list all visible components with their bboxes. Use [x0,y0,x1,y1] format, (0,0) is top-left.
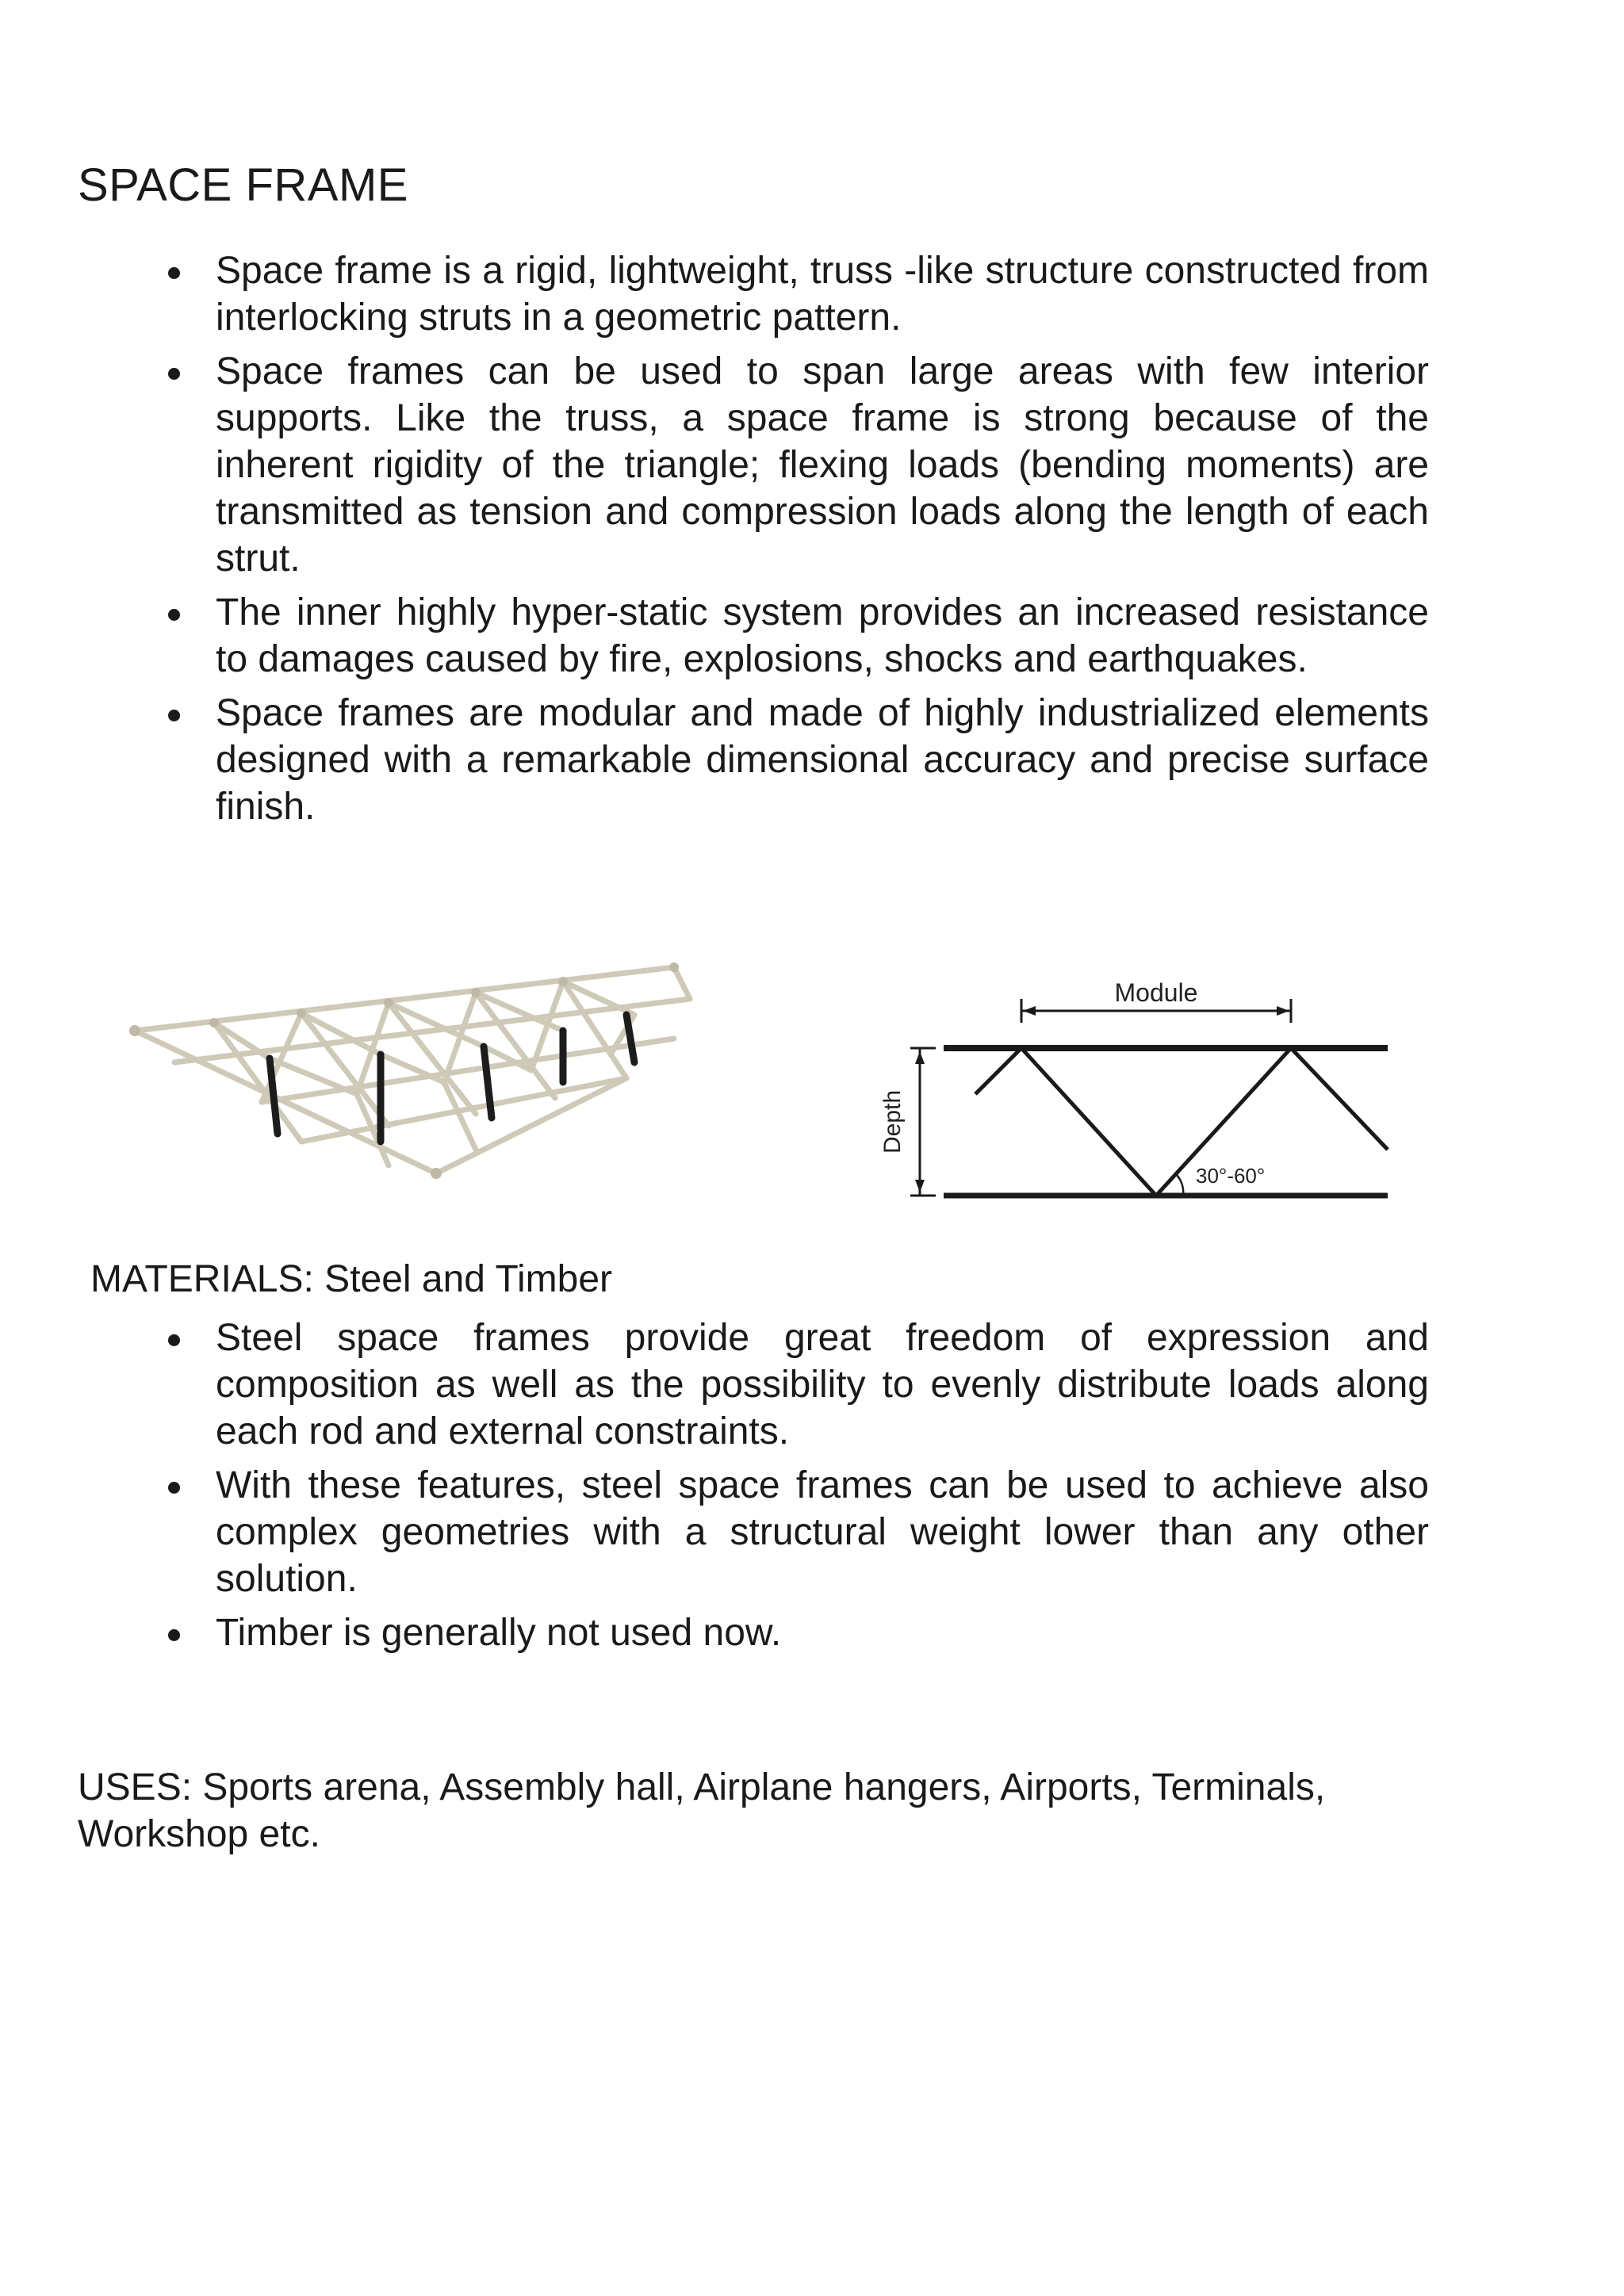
list-item: Space frames can be used to span large areas with few interior supports. Like the truss, a space frame is strong because of the inherent rigidity of the triangle; flexing loads (bending moments) are transmitted as tension and compression loads along the length of each strut. [216,348,1429,582]
list-item: The inner highly hyper-static system provides an increased resistance to damages caused by fire, explosions, shocks and earthquakes. [216,589,1429,683]
materials-bullet-list [216,1314,1429,1663]
module-label: Module [1114,978,1198,1007]
angle-label: 30°-60° [1196,1164,1266,1188]
uses-paragraph: USES: Sports arena, Assembly hall, Airplane hangers, Airports, Terminals, Workshop etc. [78,1766,1326,1855]
list-item: Space frame is a rigid, lightweight, truss -like structure constructed from interlocking struts in a geometric pattern. [216,247,1429,341]
space-frame-illustration [119,943,690,1197]
intro-bullet-list [216,247,1429,837]
list-item: With these features, steel space frames can be used to achieve also complex geometries with a structural weight lower than any other solution. [216,1462,1429,1602]
materials-heading: MATERIALS: Steel and Timber [90,1258,613,1300]
truss-section-diagram [879,975,1396,1213]
depth-label: Depth [879,1089,906,1154]
page-title: SPACE FRAME [78,159,408,211]
list-item: Steel space frames provide great freedom of expression and composition as well as the possibility to evenly distribute loads along each rod and external constraints. [216,1314,1429,1455]
list-item: Timber is generally not used now. [216,1609,1429,1656]
list-item: Space frames are modular and made of highly industrialized elements designed with a remarkable dimensional accuracy and precise surface finish. [216,690,1429,830]
